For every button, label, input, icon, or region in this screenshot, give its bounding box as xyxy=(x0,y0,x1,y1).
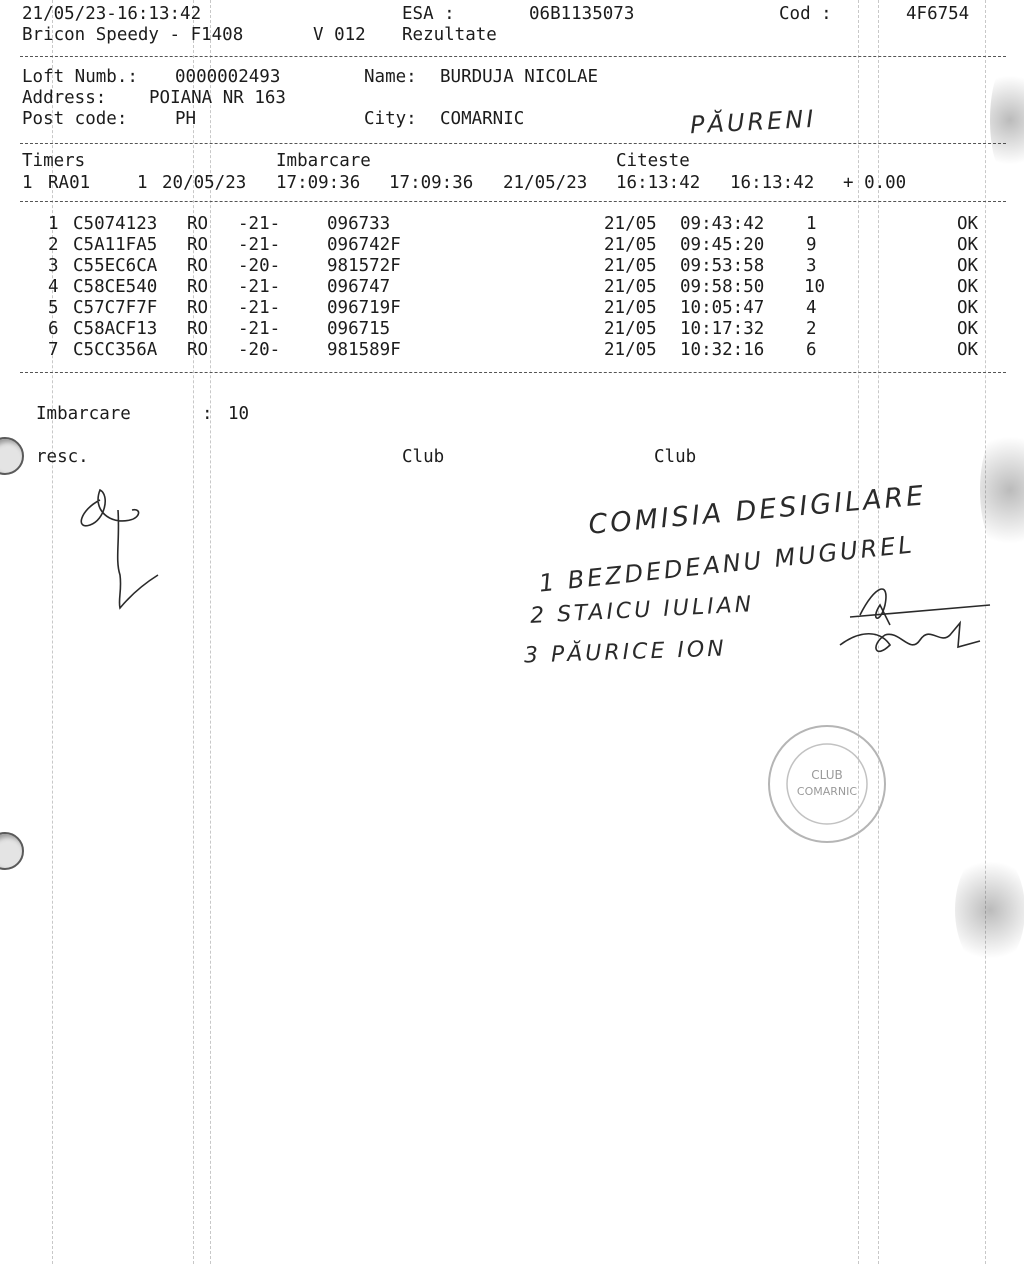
cell-date: 21/05 xyxy=(604,298,657,318)
scan-smudge xyxy=(990,60,1024,180)
cell-pos: 4 xyxy=(806,298,817,318)
divider xyxy=(20,56,1006,57)
cell-ring: 981589F xyxy=(327,340,401,360)
cell-time: 09:43:42 xyxy=(680,214,765,234)
commission-member-1: 1 BEZDEDEANU MUGUREL xyxy=(537,530,916,598)
scan-smudge xyxy=(980,420,1024,560)
commission-member-2: 2 STAICU IULIAN xyxy=(529,592,755,629)
imbarcare-date: 20/05/23 xyxy=(162,173,247,193)
version: V 012 xyxy=(313,25,366,45)
cell-year: -21- xyxy=(238,214,281,234)
imbarcare-time-1: 17:09:36 xyxy=(276,173,361,193)
imbarcare-total-sep: : xyxy=(202,404,213,424)
table-row xyxy=(0,298,1024,319)
cell-chip: C57C7F7F xyxy=(73,298,158,318)
esa-value: 06B1135073 xyxy=(529,4,635,24)
cell-country: RO xyxy=(187,298,209,318)
cell-country: RO xyxy=(187,214,209,234)
name-label: Name: xyxy=(364,67,417,87)
table-row xyxy=(0,235,1024,256)
divider xyxy=(20,143,1006,144)
cod-label: Cod : xyxy=(779,4,832,24)
punch-hole xyxy=(0,437,24,475)
cell-date: 21/05 xyxy=(604,340,657,360)
print-datetime: 21/05/23-16:13:42 xyxy=(22,4,202,24)
cell-pos: 9 xyxy=(806,235,817,255)
cell-date: 21/05 xyxy=(604,256,657,276)
cell-pos: 6 xyxy=(806,340,817,360)
imbarcare-total-label: Imbarcare xyxy=(36,404,131,424)
cell-year: -21- xyxy=(238,319,281,339)
cell-n: 5 xyxy=(48,298,59,318)
cell-pos: 2 xyxy=(806,319,817,339)
clock-offset: + 0.00 xyxy=(843,173,907,193)
cod-value: 4F6754 xyxy=(906,4,970,24)
cell-status: OK xyxy=(957,319,979,339)
imbarcare-header: Imbarcare xyxy=(276,151,371,171)
cell-chip: C58ACF13 xyxy=(73,319,158,339)
svg-text:COMARNIC: COMARNIC xyxy=(796,785,858,798)
cell-country: RO xyxy=(187,256,209,276)
cell-n: 6 xyxy=(48,319,59,339)
timer-id: RA01 xyxy=(48,173,91,193)
cell-status: OK xyxy=(957,340,979,360)
cell-time: 10:17:32 xyxy=(680,319,765,339)
cell-n: 2 xyxy=(48,235,59,255)
cell-chip: C5CC356A xyxy=(73,340,158,360)
address-value: POIANA NR 163 xyxy=(149,88,286,108)
city-label: City: xyxy=(364,109,417,129)
cell-ring: 096747 xyxy=(327,277,391,297)
table-row xyxy=(0,277,1024,298)
cell-status: OK xyxy=(957,256,979,276)
cell-year: -21- xyxy=(238,277,281,297)
punch-hole xyxy=(0,832,24,870)
loft-number-value: 0000002493 xyxy=(175,67,281,87)
divider xyxy=(20,372,1006,373)
club-label-1: Club xyxy=(402,447,445,467)
cell-time: 10:32:16 xyxy=(680,340,765,360)
cell-ring: 096715 xyxy=(327,319,391,339)
cell-status: OK xyxy=(957,235,979,255)
cell-status: OK xyxy=(957,277,979,297)
citeste-time-1: 16:13:42 xyxy=(616,173,701,193)
cell-date: 21/05 xyxy=(604,277,657,297)
cell-pos: 10 xyxy=(804,277,826,297)
cell-country: RO xyxy=(187,277,209,297)
cell-year: -21- xyxy=(238,235,281,255)
cell-country: RO xyxy=(187,319,209,339)
cell-n: 4 xyxy=(48,277,59,297)
cell-status: OK xyxy=(957,298,979,318)
commission-member-3: 3 PĂURICE ION xyxy=(523,636,728,669)
citeste-date: 21/05/23 xyxy=(503,173,588,193)
citeste-time-2: 16:13:42 xyxy=(730,173,815,193)
cresc-label: resc. xyxy=(36,447,89,467)
section-title: Rezultate xyxy=(402,25,497,45)
timer-index: 1 xyxy=(22,173,33,193)
city-value: COMARNIC xyxy=(440,109,525,129)
table-row xyxy=(0,256,1024,277)
cell-date: 21/05 xyxy=(604,319,657,339)
timer-num: 1 xyxy=(137,173,148,193)
cell-date: 21/05 xyxy=(604,214,657,234)
cell-time: 09:53:58 xyxy=(680,256,765,276)
table-row xyxy=(0,340,1024,361)
cell-status: OK xyxy=(957,214,979,234)
imbarcare-time-2: 17:09:36 xyxy=(389,173,474,193)
postcode-label: Post code: xyxy=(22,109,128,129)
cell-time: 09:45:20 xyxy=(680,235,765,255)
cell-country: RO xyxy=(187,340,209,360)
cell-time: 10:05:47 xyxy=(680,298,765,318)
cell-pos: 1 xyxy=(806,214,817,234)
cell-n: 3 xyxy=(48,256,59,276)
name-value: BURDUJA NICOLAE xyxy=(440,67,599,87)
cell-year: -20- xyxy=(238,256,281,276)
cell-pos: 3 xyxy=(806,256,817,276)
citeste-header: Citeste xyxy=(616,151,690,171)
cell-ring: 096733 xyxy=(327,214,391,234)
commission-heading: COMISIA DESIGILARE xyxy=(587,480,928,541)
imbarcare-total-value: 10 xyxy=(228,404,250,424)
cell-ring: 096742F xyxy=(327,235,401,255)
cell-ring: 981572F xyxy=(327,256,401,276)
cell-chip: C5A11FA5 xyxy=(73,235,158,255)
esa-label: ESA : xyxy=(402,4,455,24)
cell-time: 09:58:50 xyxy=(680,277,765,297)
cell-n: 7 xyxy=(48,340,59,360)
cell-year: -21- xyxy=(238,298,281,318)
cell-ring: 096719F xyxy=(327,298,401,318)
breeder-signature xyxy=(70,480,180,615)
address-label: Address: xyxy=(22,88,107,108)
cell-n: 1 xyxy=(48,214,59,234)
device-name: Bricon Speedy - F1408 xyxy=(22,25,244,45)
timers-label: Timers xyxy=(22,151,86,171)
table-row xyxy=(0,214,1024,235)
scan-smudge xyxy=(955,850,1024,970)
divider xyxy=(20,201,1006,202)
postcode-value: PH xyxy=(175,109,197,129)
cell-chip: C58CE540 xyxy=(73,277,158,297)
club-label-2: Club xyxy=(654,447,697,467)
cell-date: 21/05 xyxy=(604,235,657,255)
cell-chip: C5074123 xyxy=(73,214,158,234)
table-row xyxy=(0,319,1024,340)
loft-number-label: Loft Numb.: xyxy=(22,67,138,87)
cell-country: RO xyxy=(187,235,209,255)
cell-chip: C55EC6CA xyxy=(73,256,158,276)
cell-year: -20- xyxy=(238,340,281,360)
club-stamp xyxy=(765,722,890,847)
commission-signatures xyxy=(830,575,1005,670)
handwritten-locality: PĂURENI xyxy=(689,104,817,140)
svg-text:CLUB: CLUB xyxy=(811,768,843,782)
